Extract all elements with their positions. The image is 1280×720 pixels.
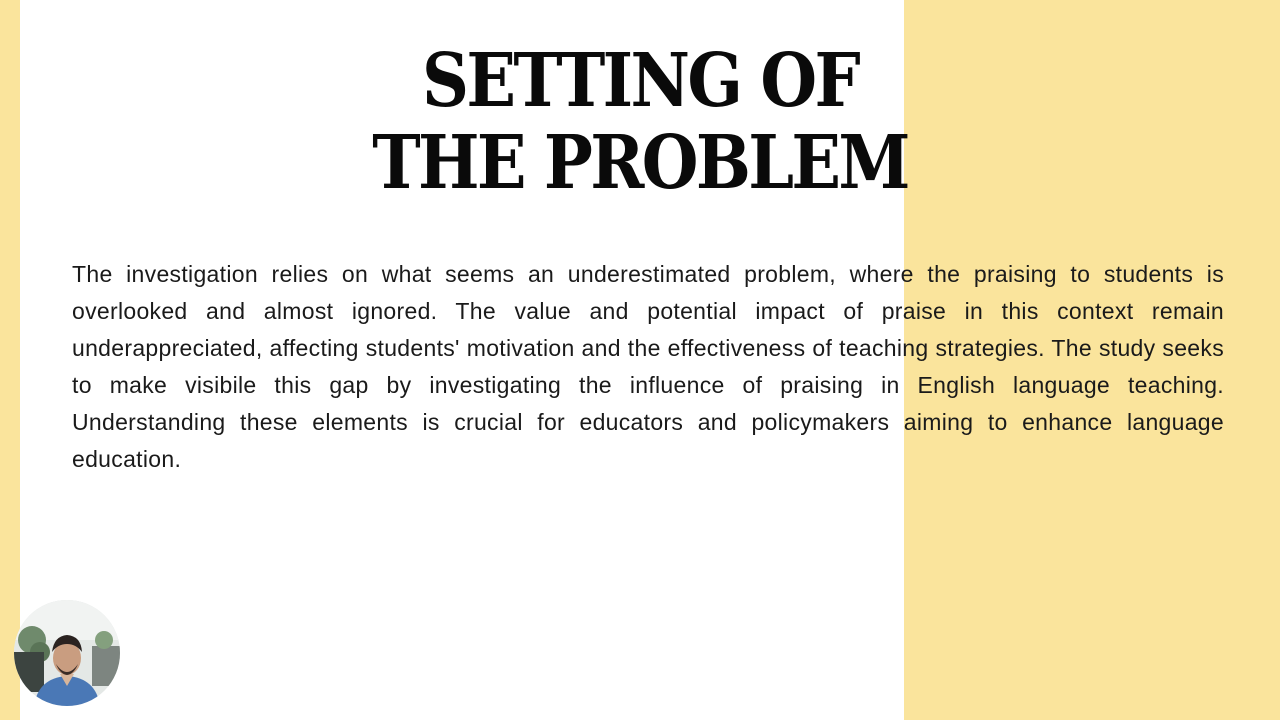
left-accent-stripe [0,0,20,720]
title-line-2: THE PROBLEM [372,120,908,206]
slide-body-text: The investigation relies on what seems an underestimated problem, where the praising to students is overlooked and almost ignored. The value and potential impact of praise in this context remain underappreciated, affecting students' motivation and the effectiveness of teaching strategies. The study seeks to make visibile this gap by investigating the influence of praising in English language teaching. Understanding these elements is crucial for educators and policymakers aiming to enhance language education. [72,261,1224,472]
slide-title [367,40,913,204]
presenter-webcam-avatar [14,600,120,706]
presenter-avatar-icon [14,600,120,706]
title-line-1: SETTING OF [421,38,859,124]
